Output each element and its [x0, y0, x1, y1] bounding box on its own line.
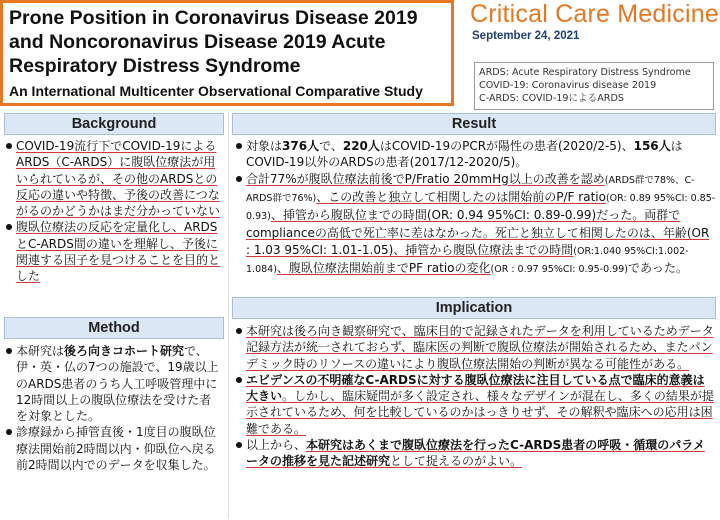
abbreviation-item: C-ARDS: COVID-19によるARDS: [479, 93, 624, 104]
page-subtitle: An International Multicenter Observational Comparative Study: [9, 83, 423, 99]
implication-text-bold: 本研究はあくまで腹臥位療法を行ったC-ARDS患者の呼吸・循環のパラメータの推移を見た記述研究: [246, 438, 705, 469]
implication-text: 。しかし、臨床疑問が多く設定され、様々なデザインが混在し、多くの結果が提示されているため、何を比較しているのかはっきりせず、その解釈や臨床への応用は困難である。: [246, 389, 714, 436]
list-item: [4, 219, 222, 284]
list-item: [4, 424, 222, 473]
background-header: Background: [4, 113, 224, 135]
result-text-small: (OR:1.040 95%CI:1.002-1.084): [246, 245, 689, 276]
result-text: 、腹臥位療法開始前までPF ratioの変化: [276, 261, 491, 276]
implication-text: 以上から、: [246, 438, 307, 453]
result-text-small: (OR: 0.89 95%CI: 0.85-0.93): [246, 192, 716, 223]
page-title: Prone Position in Coronavirus Disease 2019 and Noncoronavirus Disease 2019 Acute Respiratory Distress Syndrome: [9, 7, 418, 77]
result-text: 、挿管から腹臥位までの時間(OR: 0.94 95%CI: 0.89-0.99)だった。両群でcomplianceの高低で死亡率に差はなかった。死亡と独立して相関したのは、年齢(OR : 1.03 95%CI: 1.01-1.05)、挿管から腹臥位療法までの時間: [246, 208, 710, 257]
abbreviation-item: COVID-19: Coronavirus disease 2019: [479, 80, 657, 91]
list-item: [234, 138, 716, 171]
result-text: はCOVID-19以外のARDSの患者(2017/12-2020/5)。: [246, 139, 683, 170]
journal-name: Critical Care Medicine: [470, 0, 719, 28]
result-header: Result: [232, 113, 716, 135]
list-item: [234, 171, 716, 279]
implication-section: [234, 323, 716, 470]
background-section: [4, 138, 222, 285]
method-header: Method: [4, 317, 224, 339]
result-text-small: (OR : 0.97 95%CI: 0.95-0.99): [490, 264, 628, 276]
result-text: はCOVID-19のPCRが陽性の患者(2020/2-5)、: [379, 139, 634, 153]
abbreviation-box: [474, 62, 714, 110]
list-item: [234, 323, 716, 372]
implication-text: 本研究は後ろ向き観察研究で、臨床目的で記録されたデータを利用しているためデータ記録方法が統一されておらず、臨床医の判断で腹臥位療法が開始されるため、またパンデミック時のリソースの違いにより腹臥位療法開始の判断が異なる可能性がある。: [246, 324, 714, 371]
result-text: であった。: [627, 261, 688, 276]
list-item: [234, 372, 716, 437]
method-section: [4, 343, 222, 473]
background-text: COVID-19流行下でCOVID-19によるARDS（C-ARDS）に腹臥位療法が用いられているが、その他のARDSとの反応の違いや特徴、予後の改善につながるのかどうかはまだ分かっていない: [16, 139, 221, 219]
title-box: [0, 0, 454, 106]
implication-text-bold: エビデンスの不明確なC-ARDSに対する腹臥位療法に注目している点で臨床的意義は大きい: [246, 372, 705, 404]
implication-header: Implication: [232, 297, 716, 319]
result-text-small: (ARDS群で78%、C-ARDS群で76%): [246, 174, 695, 204]
list-item: [234, 437, 716, 470]
result-text: 、この改善と独立して相関したのは開始前のP/F ratio: [316, 189, 606, 204]
implication-text: として捉えるのがよい。: [390, 454, 523, 469]
list-item: [4, 138, 222, 219]
result-section: [234, 138, 716, 278]
result-text: 合計77%が腹臥位療法前後でP/Fratio 20mmHg以上の改善を認め: [246, 171, 605, 186]
journal-date: September 24, 2021: [472, 30, 580, 42]
method-text: 本研究は: [16, 344, 65, 358]
abbreviation-item: ARDS: Acute Respiratory Distress Syndrome: [479, 67, 691, 78]
column-divider: [228, 112, 229, 518]
result-text-bold: 376人: [282, 139, 320, 153]
result-text: で、: [319, 139, 343, 153]
method-text-bold: 後ろ向きコホート研究: [64, 344, 185, 358]
background-text: 腹臥位療法の反応を定量化し、ARDSとC-ARDS間の違いを理解し、予後に関連する因子を見つけることを目的とした: [16, 220, 221, 284]
method-text: で、伊・英・仏の7つの施設で、19歳以上のARDS患者のうち人工呼吸管理中に12時間以上の腹臥位療法を受けた者を対象とした。: [16, 344, 219, 424]
result-text-bold: 156人: [633, 139, 671, 153]
list-item: [4, 343, 222, 424]
result-text-bold: 220人: [342, 139, 380, 153]
result-text: 対象は: [246, 139, 283, 153]
method-text: 診療録から挿管直後・1度目の腹臥位療法開始前2時間以内・仰臥位へ戻る前2時間以内でのデータを収集した。: [16, 425, 216, 473]
